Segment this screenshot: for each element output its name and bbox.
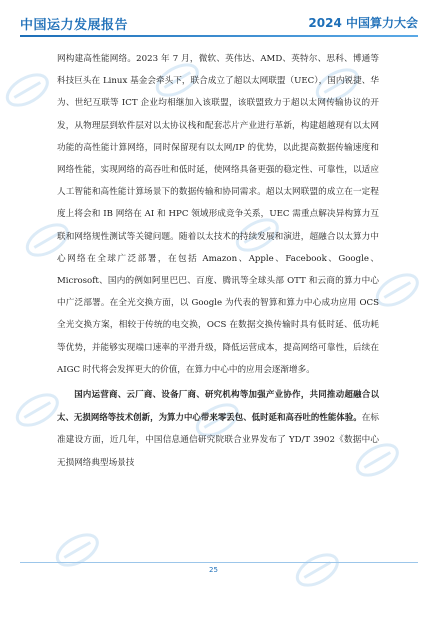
page-number: 25 [209,566,218,574]
paragraph-2-bold-lead: 国内运营商、云厂商、设备厂商、研究机构等加强产业协作，共同推动超融合以太、无损网络等技术创新，为算力中心带来零丢包、低时延和高吞吐的性能体验。 [57,389,379,423]
header-divider [20,35,418,37]
paragraph-2 [57,383,379,474]
watermark-mark [52,529,102,572]
report-title: 中国运力发展报告 [20,18,129,33]
watermark-mark [292,549,342,592]
conference-title: 2024 中国算力大会 [308,16,418,30]
page-header [0,0,438,40]
watermark-mark [2,69,52,112]
body-text [57,48,379,474]
footer-divider [20,562,418,563]
paragraph-2-rest: 在标准建设方面，近几年，中国信息通信研究院联合业界发布了 YD/T 3902《数据中心无损网络典型场景技 [57,413,379,468]
watermark-mark [372,269,422,312]
paragraph-1: 网构建高性能网络。2023 年 7 月，微软、英伟达、AMD、英特尔、思科、博通等科技巨头在 Linux 基金会牵头下，联合成立了超以太网联盟（UEC），国内锐捷、华为、世纪互联等 ICT 企业均相继加入该联盟，该联盟致力于超以太网传输协议的开发，从物理层到软件层对以太协议栈和配套芯片产业进行革新，构建超越现有以太网功能的高性能计算网络，同时保留现有以太网/IP 的优势，以此提高数据传输速度和网络性能，实现网络的高吞吐和低时延，使网络具备更强的稳定性、可靠性，以适应人工智能和高性能计算场景下的数据传输和协同需求。超以太网联盟的成立在一定程度上将会和 IB 网络在 AI 和 HPC 领域形成竞争关系，UEC 需重点解决异构算力互联和网络规性测试等关键问题。随着以太技术的持续发展和演进，超融合以太算力中心网络在全球广泛部署，在包括 Amazon、Apple、Facebook、Google、Microsoft、国内的例如阿里巴巴、百度、腾讯等全球头部 OTT 和云商的算力中心中广泛部署。在全光交换方面，以 Google 为代表的智算和算力中心成功应用 OCS 全光交换方案，相较于传统的电交换，OCS 在数据交换传输时具有低时延、低功耗等优势，并能够实现端口速率的平滑升级，降低运营成本，提高网络可靠性，后续在 AIGC 时代将会发挥更大的价值，在算力中心中的应用会逐渐增多。 [57,54,379,375]
watermark-mark [12,389,62,432]
